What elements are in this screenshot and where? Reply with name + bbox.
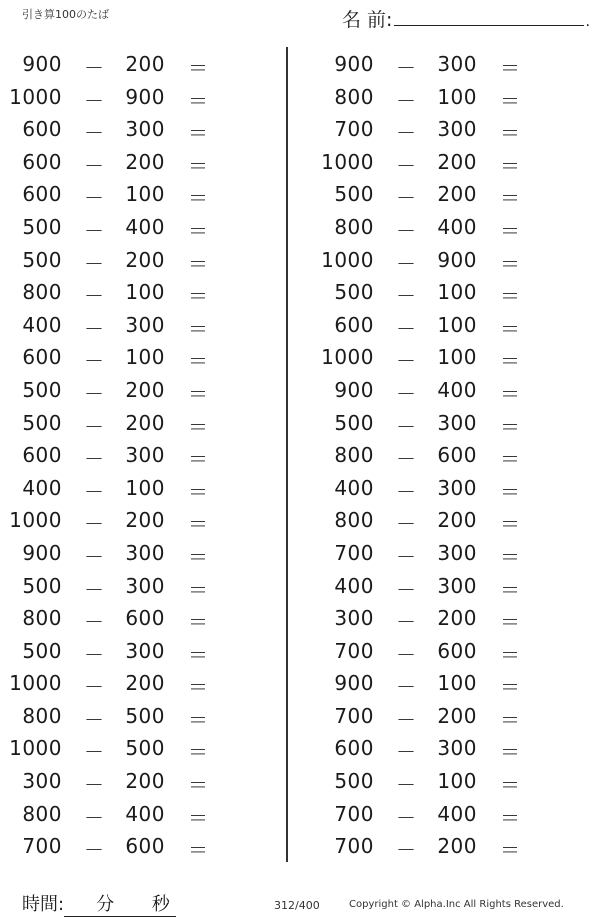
subtrahend: 900 [125,84,165,109]
minus-sign: － [396,316,417,341]
equals-sign: ＝ [500,414,521,439]
minuend: 1000 [321,345,374,370]
minuend: 600 [22,117,62,142]
minuend: 1000 [321,247,374,272]
name-label: 名 前: [342,9,393,31]
subtrahend: 500 [125,703,165,728]
equals-sign: ＝ [188,381,209,406]
minus-sign: － [396,740,417,765]
equals-sign: ＝ [500,512,521,537]
equals-sign: ＝ [500,447,521,472]
equals-sign: ＝ [188,512,209,537]
minuend: 900 [334,377,374,402]
minus-sign: － [396,186,417,211]
minuend: 500 [334,182,374,207]
subtrahend: 300 [437,573,477,598]
equals-sign: ＝ [188,610,209,635]
subtrahend: 100 [437,671,477,696]
minuend: 500 [22,638,62,663]
equals-sign: ＝ [188,218,209,243]
minuend: 300 [22,769,62,794]
minus-sign: － [84,381,105,406]
subtrahend: 200 [437,703,477,728]
subtrahend: 200 [125,410,165,435]
subtrahend: 600 [125,606,165,631]
column-divider [286,47,288,862]
equals-sign: ＝ [188,56,209,80]
minuend: 900 [22,52,62,76]
minus-sign: － [84,447,105,472]
minus-sign: － [84,153,105,178]
subtrahend: 100 [437,84,477,109]
name-end-mark: . [585,14,590,30]
minuend: 700 [334,834,374,859]
minuend: 1000 [321,149,374,174]
minus-sign: － [396,56,417,80]
minuend: 400 [334,475,374,500]
minus-sign: － [396,447,417,472]
equals-sign: ＝ [188,805,209,830]
minus-sign: － [84,349,105,374]
equals-sign: ＝ [500,121,521,146]
equals-sign: ＝ [500,349,521,374]
subtrahend: 100 [437,345,477,370]
minus-sign: － [396,381,417,406]
minuend: 400 [22,312,62,337]
minus-sign: － [84,577,105,602]
minus-sign: － [84,610,105,635]
subtrahend: 100 [125,475,165,500]
minuend: 500 [334,769,374,794]
minuend: 1000 [9,84,62,109]
minus-sign: － [84,544,105,569]
subtrahend: 200 [437,182,477,207]
time-field [22,890,176,917]
equals-sign: ＝ [188,153,209,178]
minus-sign: － [396,251,417,276]
seconds-label: 秒 [151,894,170,915]
subtrahend: 100 [125,345,165,370]
minuend: 900 [22,540,62,565]
minuend: 600 [334,736,374,761]
subtrahend: 200 [125,377,165,402]
subtrahend: 300 [125,573,165,598]
minus-sign: － [396,838,417,863]
equals-sign: ＝ [500,838,521,863]
minus-sign: － [396,642,417,667]
subtrahend: 300 [437,736,477,761]
minuend: 700 [334,801,374,826]
equals-sign: ＝ [188,740,209,765]
subtrahend: 600 [437,638,477,663]
equals-sign: ＝ [188,121,209,146]
subtrahend: 200 [125,508,165,533]
equals-sign: ＝ [500,479,521,504]
minus-sign: － [396,121,417,146]
minus-sign: － [84,479,105,504]
minuend: 500 [22,377,62,402]
subtrahend: 200 [437,606,477,631]
minus-sign: － [84,512,105,537]
minus-sign: － [396,544,417,569]
minuend: 400 [334,573,374,598]
minus-sign: － [396,284,417,309]
minuend: 900 [334,671,374,696]
equals-sign: ＝ [188,251,209,276]
minuend: 600 [22,345,62,370]
equals-sign: ＝ [500,642,521,667]
subtrahend: 400 [125,801,165,826]
name-blank-line[interactable] [394,7,584,26]
minus-sign: － [396,414,417,439]
equals-sign: ＝ [500,251,521,276]
minuend: 800 [22,703,62,728]
minuend: 800 [334,84,374,109]
minus-sign: － [84,251,105,276]
minus-sign: － [396,675,417,700]
equals-sign: ＝ [188,88,209,113]
minuend: 800 [334,508,374,533]
subtrahend: 300 [125,540,165,565]
minuend: 700 [334,638,374,663]
subtrahend: 400 [437,377,477,402]
minus-sign: － [396,349,417,374]
equals-sign: ＝ [500,577,521,602]
subtrahend: 100 [437,769,477,794]
equals-sign: ＝ [188,316,209,341]
subtrahend: 100 [437,280,477,305]
subtrahend: 100 [437,312,477,337]
minus-sign: － [396,153,417,178]
minuend: 500 [22,573,62,598]
minuend: 900 [334,52,374,76]
equals-sign: ＝ [500,381,521,406]
minuend: 500 [22,410,62,435]
minus-sign: － [396,218,417,243]
minuend: 500 [334,280,374,305]
equals-sign: ＝ [188,544,209,569]
minuend: 600 [22,443,62,468]
minus-sign: － [84,56,105,80]
subtrahend: 900 [437,247,477,272]
subtrahend: 300 [125,312,165,337]
name-field [342,5,590,32]
minuend: 700 [22,834,62,859]
subtrahend: 100 [125,280,165,305]
page-number: 312/400 [274,899,320,912]
minuend: 600 [22,182,62,207]
minuend: 500 [334,410,374,435]
minuend: 1000 [9,508,62,533]
minus-sign: － [84,284,105,309]
minuend: 700 [334,540,374,565]
equals-sign: ＝ [188,479,209,504]
minus-sign: － [396,610,417,635]
equals-sign: ＝ [500,675,521,700]
minus-sign: － [84,186,105,211]
minuend: 600 [22,149,62,174]
minuend: 500 [22,247,62,272]
minus-sign: － [396,805,417,830]
minus-sign: － [84,316,105,341]
equals-sign: ＝ [500,740,521,765]
minus-sign: － [84,707,105,732]
minus-sign: － [396,512,417,537]
minus-sign: － [84,838,105,863]
minus-sign: － [396,773,417,798]
worksheet-title: 引き算100のたば [22,8,109,21]
equals-sign: ＝ [188,577,209,602]
time-blank-line[interactable] [64,890,176,917]
subtrahend: 300 [437,475,477,500]
minus-sign: － [84,642,105,667]
minutes-label: 分 [96,894,115,915]
minus-sign: － [396,88,417,113]
equals-sign: ＝ [188,675,209,700]
subtrahend: 300 [125,638,165,663]
minus-sign: － [84,88,105,113]
equals-sign: ＝ [188,349,209,374]
subtrahend: 200 [125,52,165,76]
subtrahend: 200 [437,508,477,533]
minuend: 800 [334,443,374,468]
minuend: 800 [22,280,62,305]
minuend: 1000 [9,736,62,761]
minuend: 300 [334,606,374,631]
subtrahend: 200 [437,149,477,174]
minuend: 700 [334,117,374,142]
equals-sign: ＝ [188,284,209,309]
minuend: 600 [334,312,374,337]
minus-sign: － [396,479,417,504]
equals-sign: ＝ [500,544,521,569]
minuend: 1000 [9,671,62,696]
subtrahend: 300 [125,117,165,142]
time-label: 時間: [22,894,65,915]
minus-sign: － [396,577,417,602]
minus-sign: － [396,707,417,732]
minus-sign: － [84,121,105,146]
subtrahend: 500 [125,736,165,761]
subtrahend: 600 [125,834,165,859]
subtrahend: 100 [125,182,165,207]
subtrahend: 400 [437,214,477,239]
subtrahend: 300 [437,540,477,565]
equals-sign: ＝ [500,218,521,243]
subtrahend: 200 [125,769,165,794]
equals-sign: ＝ [500,805,521,830]
minuend: 800 [22,606,62,631]
equals-sign: ＝ [500,153,521,178]
subtrahend: 200 [125,247,165,272]
subtrahend: 200 [125,671,165,696]
equals-sign: ＝ [500,186,521,211]
minus-sign: － [84,414,105,439]
subtrahend: 300 [437,410,477,435]
minuend: 800 [22,801,62,826]
equals-sign: ＝ [188,186,209,211]
minus-sign: － [84,805,105,830]
equals-sign: ＝ [500,773,521,798]
subtrahend: 300 [125,443,165,468]
equals-sign: ＝ [500,56,521,80]
minuend: 500 [22,214,62,239]
subtrahend: 400 [125,214,165,239]
equals-sign: ＝ [188,773,209,798]
minus-sign: － [84,773,105,798]
minus-sign: － [84,675,105,700]
equals-sign: ＝ [188,642,209,667]
minus-sign: － [84,218,105,243]
equals-sign: ＝ [500,284,521,309]
subtrahend: 300 [437,117,477,142]
equals-sign: ＝ [188,838,209,863]
minus-sign: － [84,740,105,765]
equals-sign: ＝ [188,707,209,732]
equals-sign: ＝ [188,414,209,439]
equals-sign: ＝ [500,88,521,113]
subtrahend: 600 [437,443,477,468]
equals-sign: ＝ [500,707,521,732]
subtrahend: 300 [437,52,477,76]
equals-sign: ＝ [188,447,209,472]
equals-sign: ＝ [500,610,521,635]
equals-sign: ＝ [500,316,521,341]
minuend: 800 [334,214,374,239]
subtrahend: 200 [437,834,477,859]
subtrahend: 200 [125,149,165,174]
copyright-notice: Copyright © Alpha.Inc All Rights Reserved. [349,899,564,910]
minuend: 400 [22,475,62,500]
minuend: 700 [334,703,374,728]
subtrahend: 400 [437,801,477,826]
